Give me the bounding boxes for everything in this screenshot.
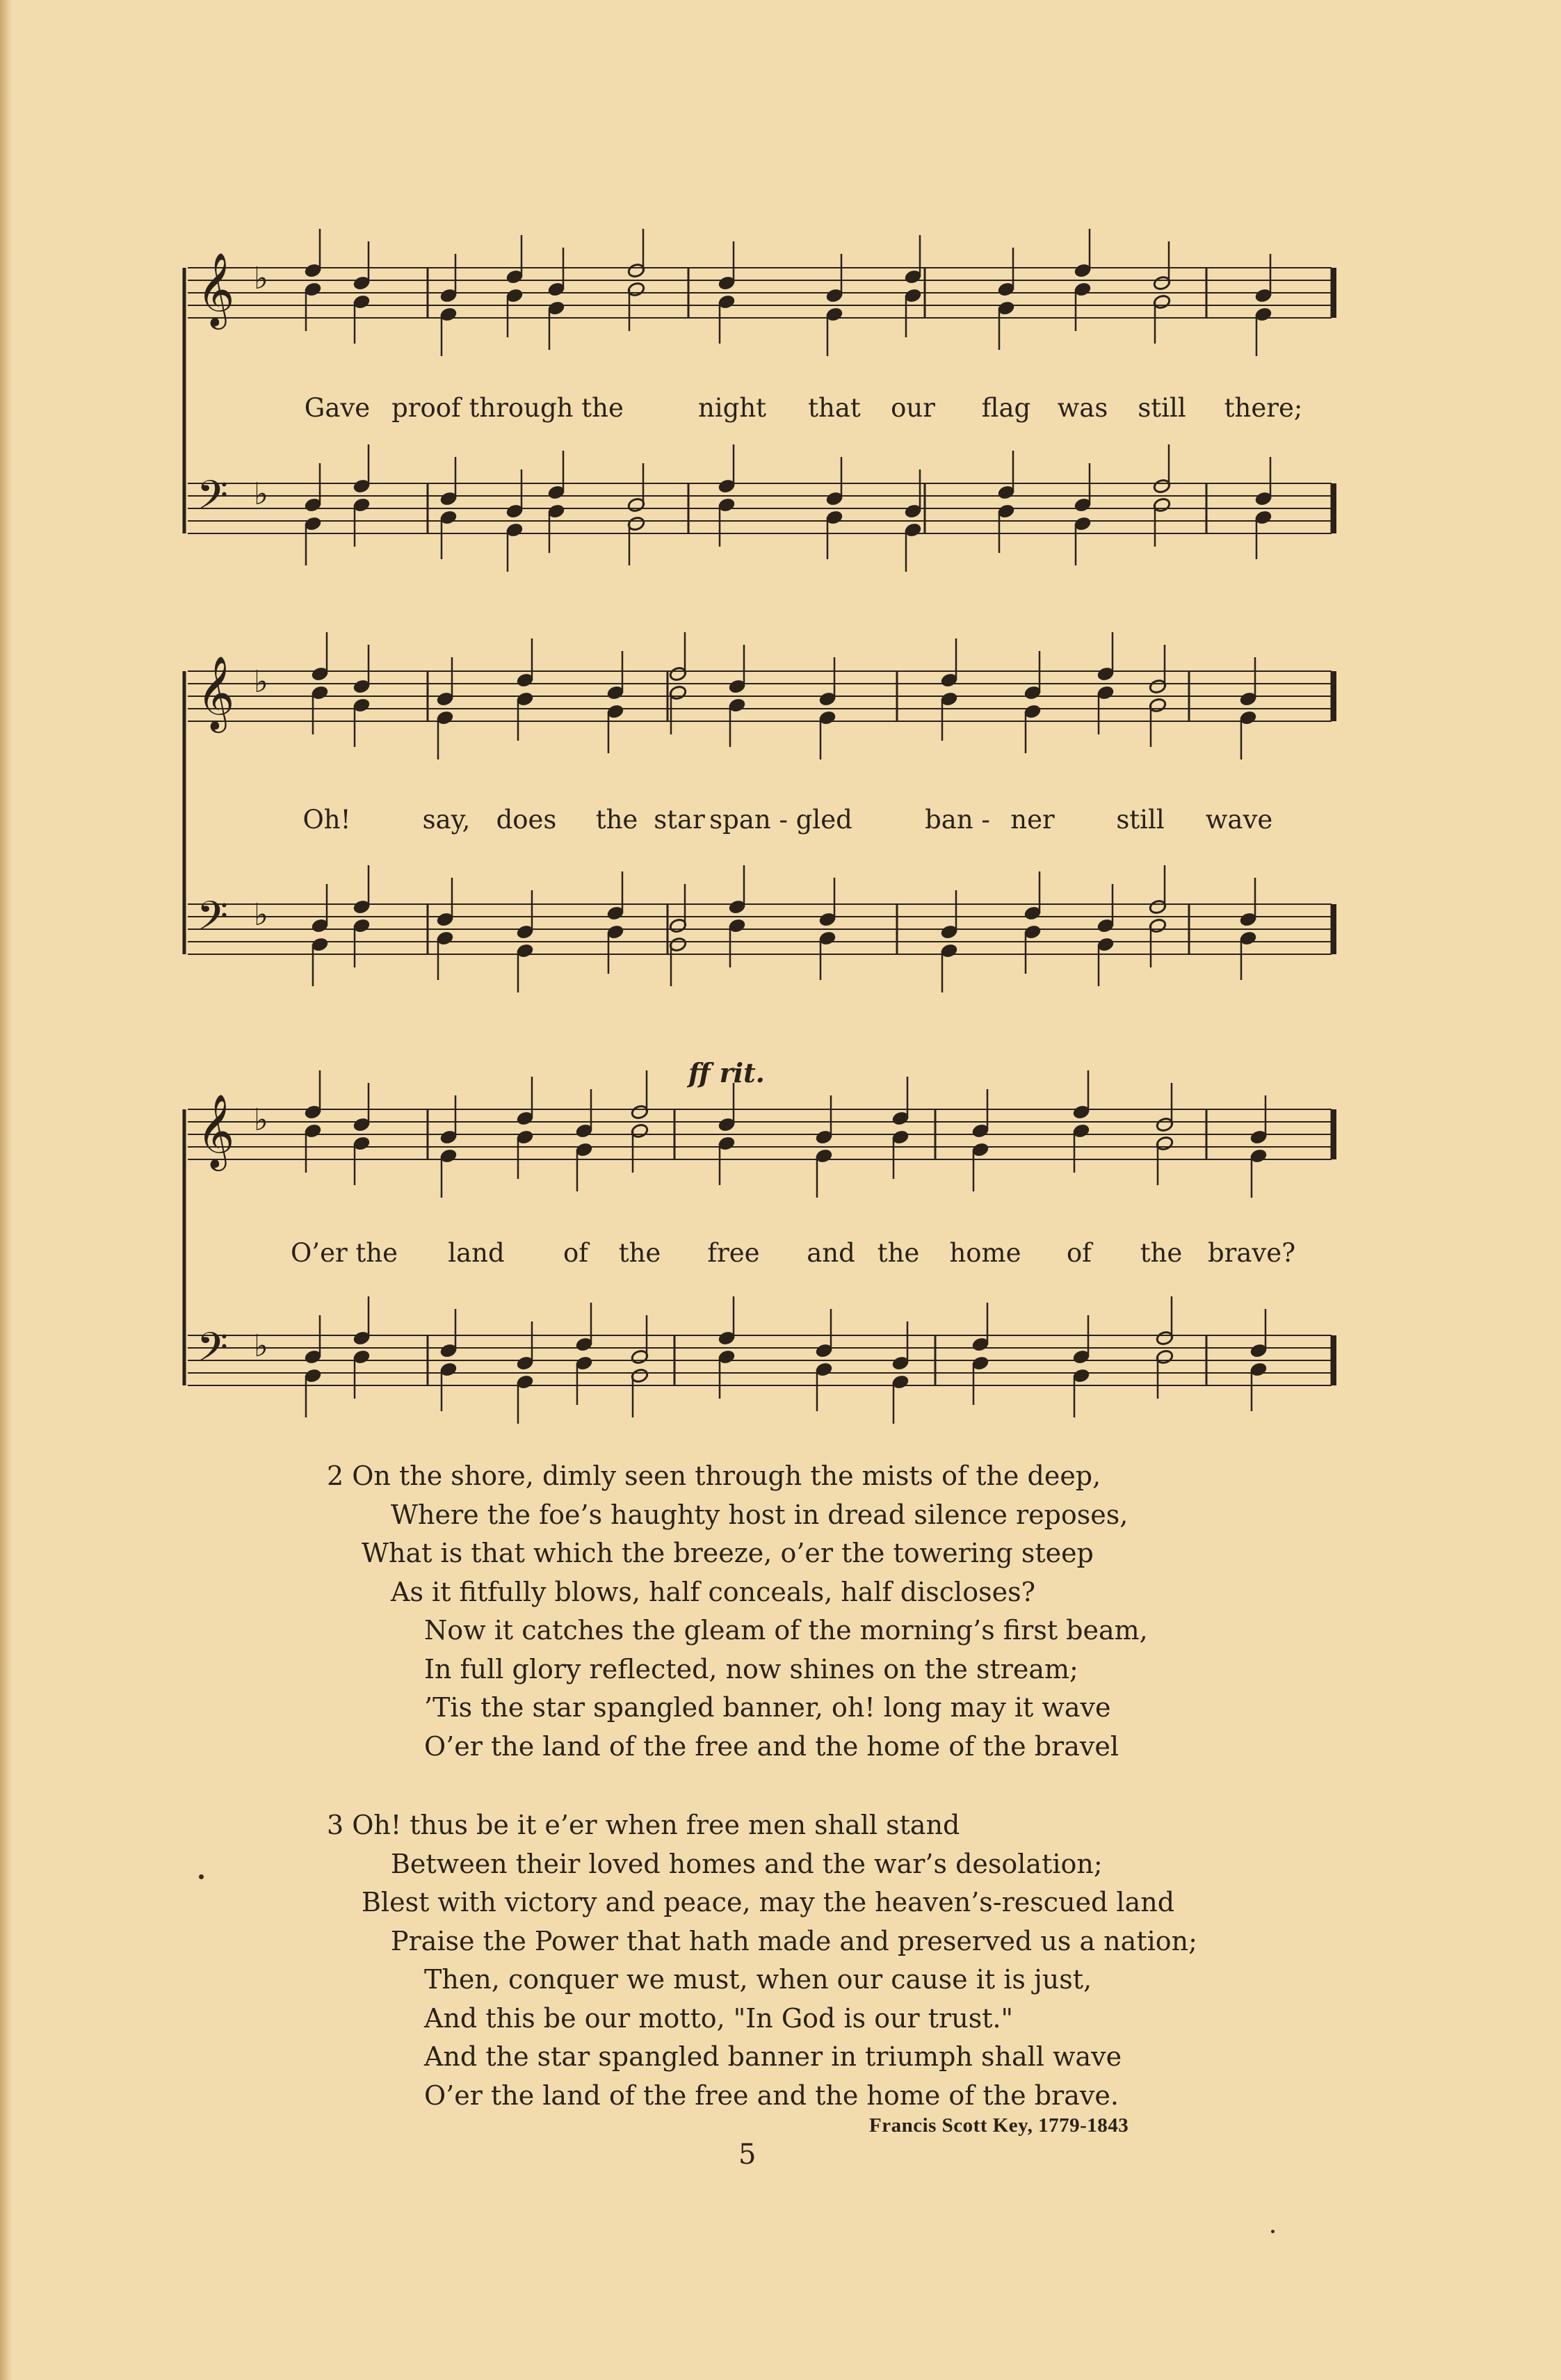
bass-clef-icon: 𝄢 bbox=[197, 1324, 229, 1381]
lyric-syllable: still bbox=[1138, 393, 1186, 423]
lyric-syllable: the bbox=[877, 1238, 920, 1268]
lyric-syllable: span - gled bbox=[709, 805, 852, 835]
page-edge bbox=[0, 0, 13, 2380]
treble-clef-icon: 𝄞 bbox=[197, 252, 235, 326]
verse-line: Between their loved homes and the war’s desolation; bbox=[391, 1848, 1103, 1879]
lyric-syllable: of bbox=[1067, 1238, 1092, 1268]
music-system-3 bbox=[177, 1057, 1338, 1433]
treble-clef-icon: 𝄞 bbox=[197, 655, 235, 730]
flat-icon: ♭ bbox=[254, 1102, 268, 1138]
ink-speck bbox=[1271, 2230, 1275, 2233]
music-system-1 bbox=[177, 219, 1338, 581]
lyrics-row-3 bbox=[177, 1238, 1338, 1273]
lyric-syllable: flag bbox=[981, 393, 1031, 423]
lyrics-row-1 bbox=[177, 393, 1338, 428]
author-attribution: Francis Scott Key, 1779-1843 bbox=[869, 2114, 1129, 2137]
lyric-syllable: still bbox=[1116, 805, 1165, 835]
lyric-syllable: say, bbox=[422, 805, 471, 835]
lyric-syllable: and bbox=[807, 1238, 855, 1268]
flat-icon: ♭ bbox=[254, 897, 268, 933]
verse-line: 3 Oh! thus be it e’er when free men shall stand bbox=[327, 1810, 960, 1840]
dynamic-marking: ff rit. bbox=[688, 1057, 765, 1088]
lyric-syllable: night bbox=[697, 393, 767, 423]
flat-icon: ♭ bbox=[254, 261, 268, 296]
verse-3 bbox=[327, 1806, 1370, 2115]
lyric-syllable: ner bbox=[1010, 805, 1055, 835]
lyric-syllable: brave? bbox=[1207, 1238, 1296, 1268]
lyric-syllable: home bbox=[949, 1238, 1021, 1268]
lyric-syllable: proof through the bbox=[391, 393, 624, 423]
verses bbox=[327, 1457, 1370, 2155]
page-number: 5 bbox=[738, 2139, 757, 2171]
lyric-syllable: that bbox=[808, 393, 861, 423]
treble-clef-icon: 𝄞 bbox=[197, 1093, 235, 1168]
lyric-syllable: was bbox=[1057, 393, 1108, 423]
verse-line: Now it catches the gleam of the morning’s first beam, bbox=[424, 1615, 1148, 1646]
lyric-syllable: free bbox=[707, 1238, 760, 1268]
lyric-syllable: does bbox=[496, 805, 557, 835]
verse-line: 2 On the shore, dimly seen through the mists of the deep, bbox=[327, 1461, 1101, 1491]
flat-icon: ♭ bbox=[254, 1328, 268, 1364]
lyric-syllable: our bbox=[891, 393, 935, 423]
verse-line: O’er the land of the free and the home of the bravel bbox=[424, 1730, 1119, 1762]
verse-line: As it fitfully blows, half conceals, half discloses? bbox=[391, 1576, 1035, 1607]
verse-line: Where the foe’s haughty host in dread silence reposes, bbox=[391, 1499, 1129, 1530]
ink-speck bbox=[199, 1874, 204, 1879]
lyric-syllable: the bbox=[618, 1238, 661, 1268]
lyric-syllable: ban - bbox=[925, 805, 990, 835]
flat-icon: ♭ bbox=[254, 476, 268, 512]
lyric-syllable: wave bbox=[1205, 805, 1273, 835]
lyric-syllable: O’er the bbox=[290, 1238, 398, 1268]
bass-clef-icon: 𝄢 bbox=[197, 892, 229, 949]
music-system-2 bbox=[177, 629, 1338, 1005]
verse-line: In full glory reflected, now shines on the stream; bbox=[424, 1653, 1078, 1685]
verse-line: And this be our motto, "In God is our trust." bbox=[424, 2002, 1014, 2034]
verse-line: And the star spangled banner in triumph shall wave bbox=[424, 2041, 1122, 2072]
lyrics-row-2 bbox=[177, 805, 1338, 839]
lyric-syllable: the bbox=[1140, 1238, 1183, 1268]
verse-line: Then, conquer we must, when our cause it is just, bbox=[424, 1964, 1092, 1995]
lyric-syllable: the bbox=[595, 805, 638, 835]
lyric-syllable: Gave bbox=[304, 393, 371, 423]
flat-icon: ♭ bbox=[254, 664, 268, 700]
lyric-syllable: there; bbox=[1224, 393, 1303, 423]
lyric-syllable: Oh! bbox=[302, 805, 351, 835]
verse-line: O’er the land of the free and the home of the brave. bbox=[424, 2080, 1119, 2111]
verse-2 bbox=[327, 1457, 1370, 1766]
lyric-syllable: of bbox=[563, 1238, 588, 1268]
lyric-syllable: star bbox=[654, 805, 705, 835]
verse-line: ’Tis the star spangled banner, oh! long may it wave bbox=[424, 1692, 1111, 1723]
verse-line: What is that which the breeze, o’er the towering steep bbox=[362, 1538, 1094, 1568]
lyric-syllable: land bbox=[448, 1238, 505, 1268]
bass-clef-icon: 𝄢 bbox=[197, 472, 229, 529]
verse-line: Praise the Power that hath made and preserved us a nation; bbox=[391, 1925, 1197, 1956]
verse-line: Blest with victory and peace, may the heaven’s-rescued land bbox=[362, 1887, 1175, 1917]
